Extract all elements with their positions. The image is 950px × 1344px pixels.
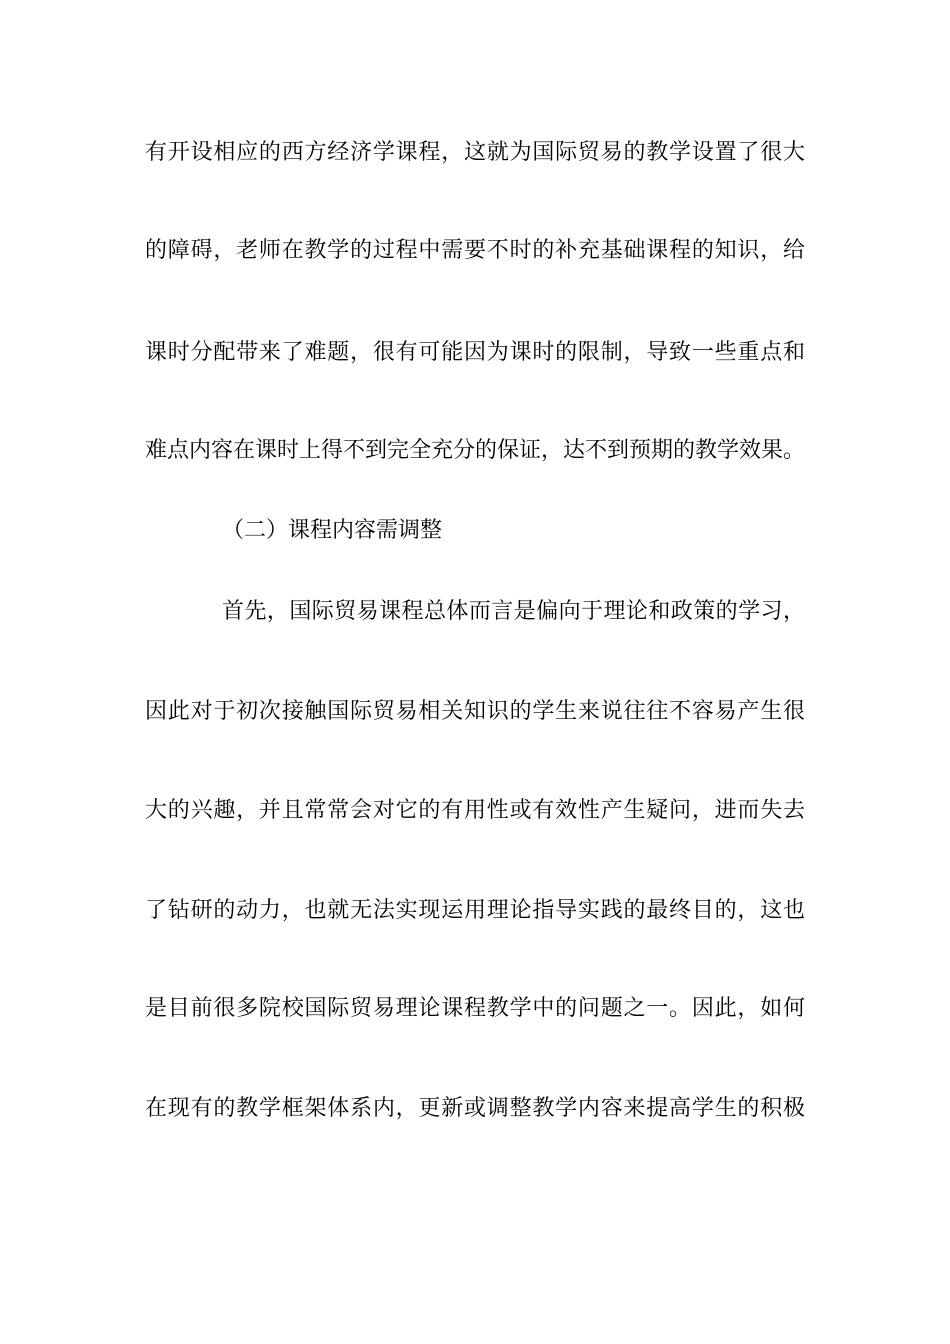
paragraph-line: 在现有的教学框架体系内，更新或调整教学内容来提高学生的积极 <box>145 1096 805 1121</box>
paragraph-line: 的障碍，老师在教学的过程中需要不时的补充基础课程的知识，给 <box>145 238 805 263</box>
paragraph-line: 是目前很多院校国际贸易理论课程教学中的问题之一。因此，如何 <box>145 996 805 1021</box>
paragraph-line: 首先，国际贸易课程总体而言是偏向于理论和政策的学习， <box>222 599 805 624</box>
paragraph-line: 难点内容在课时上得不到完全充分的保证，达不到预期的教学效果。 <box>145 438 806 463</box>
paragraph-line: 因此对于初次接触国际贸易相关知识的学生来说往往不容易产生很 <box>145 699 805 724</box>
section-heading: （二）课程内容需调整 <box>222 518 443 543</box>
paragraph-line: 了钻研的动力，也就无法实现运用理论指导实践的最终目的，这也 <box>145 898 805 923</box>
paragraph-line: 大的兴趣，并且常常会对它的有用性或有效性产生疑问，进而失去 <box>145 798 805 823</box>
paragraph-line: 有开设相应的西方经济学课程，这就为国际贸易的教学设置了很大 <box>145 140 805 165</box>
paragraph-line: 课时分配带来了难题，很有可能因为课时的限制，导致一些重点和 <box>145 340 805 365</box>
